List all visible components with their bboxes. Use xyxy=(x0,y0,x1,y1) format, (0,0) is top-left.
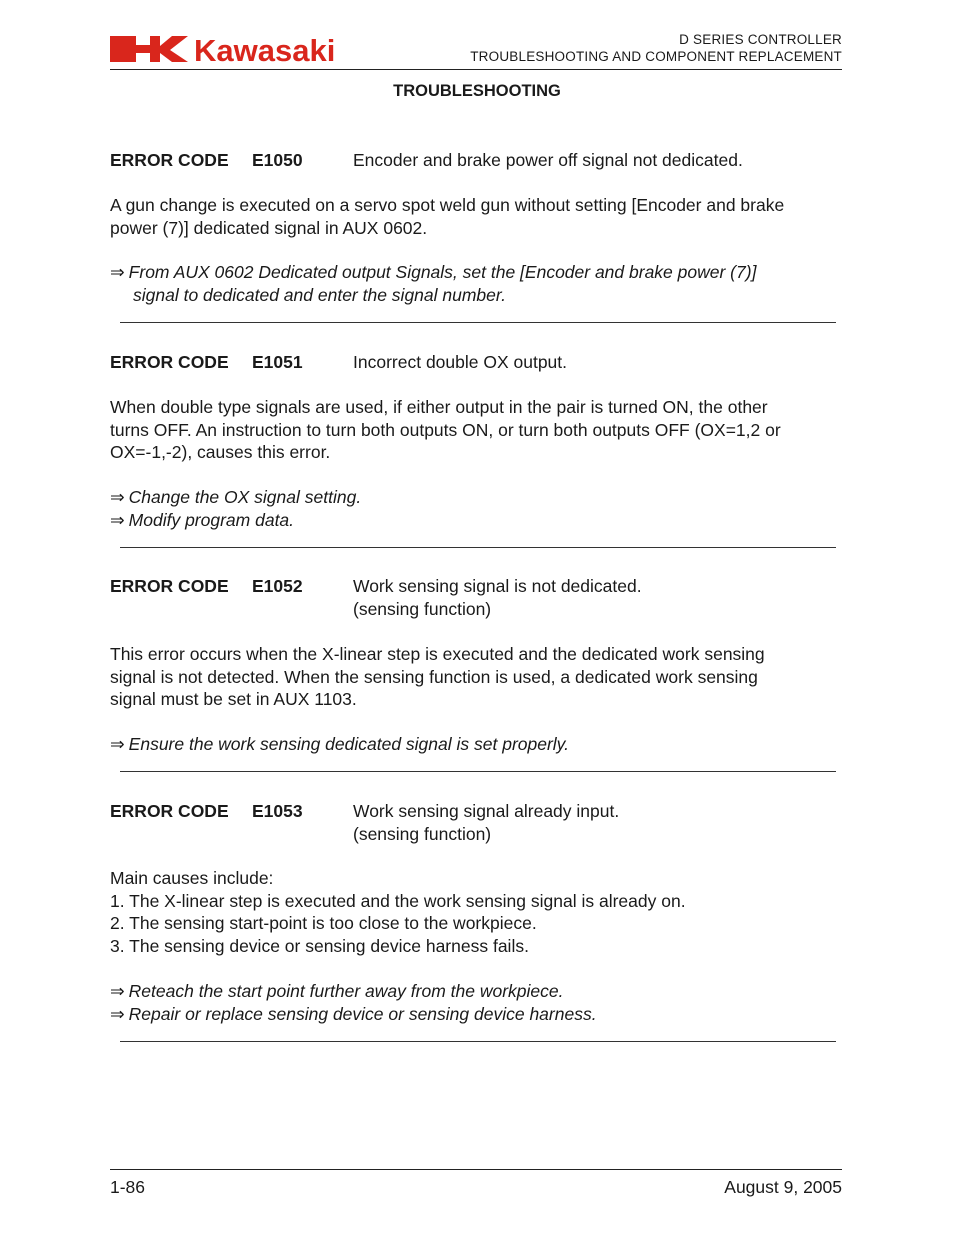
error-title: Incorrect double OX output. xyxy=(353,352,568,372)
remedy: ⇒ Change the OX signal setting. ⇒ Modify program data. xyxy=(110,487,362,530)
logo-wordmark: Kawasaki xyxy=(194,33,336,65)
error-code-number: E1052 xyxy=(252,576,303,596)
error-code-label: ERROR CODE xyxy=(110,352,229,372)
header-line-1: D SERIES CONTROLLER xyxy=(679,32,842,47)
header-rule xyxy=(110,69,842,70)
error-title: Work sensing signal already input. (sensing function) xyxy=(353,801,620,844)
arrow-right-icon: ⇒ xyxy=(110,262,125,282)
header-line-2: TROUBLESHOOTING AND COMPONENT REPLACEMENT xyxy=(470,49,842,64)
error-code-number: E1051 xyxy=(252,352,303,372)
remedy: ⇒ Reteach the start point further away from the workpiece. ⇒ Repair or replace sensing device or sensing device harness. xyxy=(110,981,597,1024)
section-title: TROUBLESHOOTING xyxy=(393,82,561,100)
error-code-number: E1053 xyxy=(252,801,303,821)
section-divider xyxy=(120,1041,836,1042)
arrow-right-icon: ⇒ xyxy=(110,509,125,530)
arrow-right-icon: ⇒ xyxy=(110,981,125,1001)
error-code-label: ERROR CODE xyxy=(110,150,229,170)
footer-rule xyxy=(110,1169,842,1170)
remedy: ⇒ From AUX 0602 Dedicated output Signals, set the [Encoder and brake power (7)] signal to dedicated and enter the signal number. xyxy=(110,262,757,305)
section-divider xyxy=(120,322,836,323)
publication-date: August 9, 2005 xyxy=(724,1177,842,1197)
page-number: 1-86 xyxy=(110,1177,146,1197)
error-code-label: ERROR CODE xyxy=(110,801,229,821)
arrow-right-icon: ⇒ xyxy=(110,487,125,507)
error-title: Encoder and brake power off signal not dedicated. xyxy=(353,150,743,170)
error-description: Main causes include: 1. The X-linear step is executed and the work sensing signal is already on. 2. The sensing start-point is too close to the workpiece. 3. The sensing device or sensing device harness fails. xyxy=(110,868,686,956)
error-code-label: ERROR CODE xyxy=(110,576,229,596)
error-code-number: E1050 xyxy=(252,150,303,170)
kawasaki-logo xyxy=(110,33,390,65)
error-description: When double type signals are used, if either output in the pair is turned ON, the other turns OFF. An instruction to turn both outputs ON, or turn both outputs OFF (OX=1,2 or OX=-1,-2), causes this error. xyxy=(110,397,781,462)
section-divider xyxy=(120,547,836,548)
error-description: This error occurs when the X-linear step is executed and the dedicated work sensing signal is not detected. When the sensing function is used, a dedicated work sensing signal must be set in AUX 1103. xyxy=(110,644,765,709)
error-title: Work sensing signal is not dedicated. (sensing function) xyxy=(353,576,642,619)
arrow-right-icon: ⇒ xyxy=(110,1003,125,1024)
section-divider xyxy=(120,771,836,772)
error-description: A gun change is executed on a servo spot weld gun without setting [Encoder and brake power (7)] dedicated signal in AUX 0602. xyxy=(110,195,785,238)
document-header xyxy=(470,31,842,65)
arrow-right-icon: ⇒ xyxy=(110,734,125,754)
remedy: ⇒ Ensure the work sensing dedicated signal is set properly. xyxy=(110,734,570,754)
